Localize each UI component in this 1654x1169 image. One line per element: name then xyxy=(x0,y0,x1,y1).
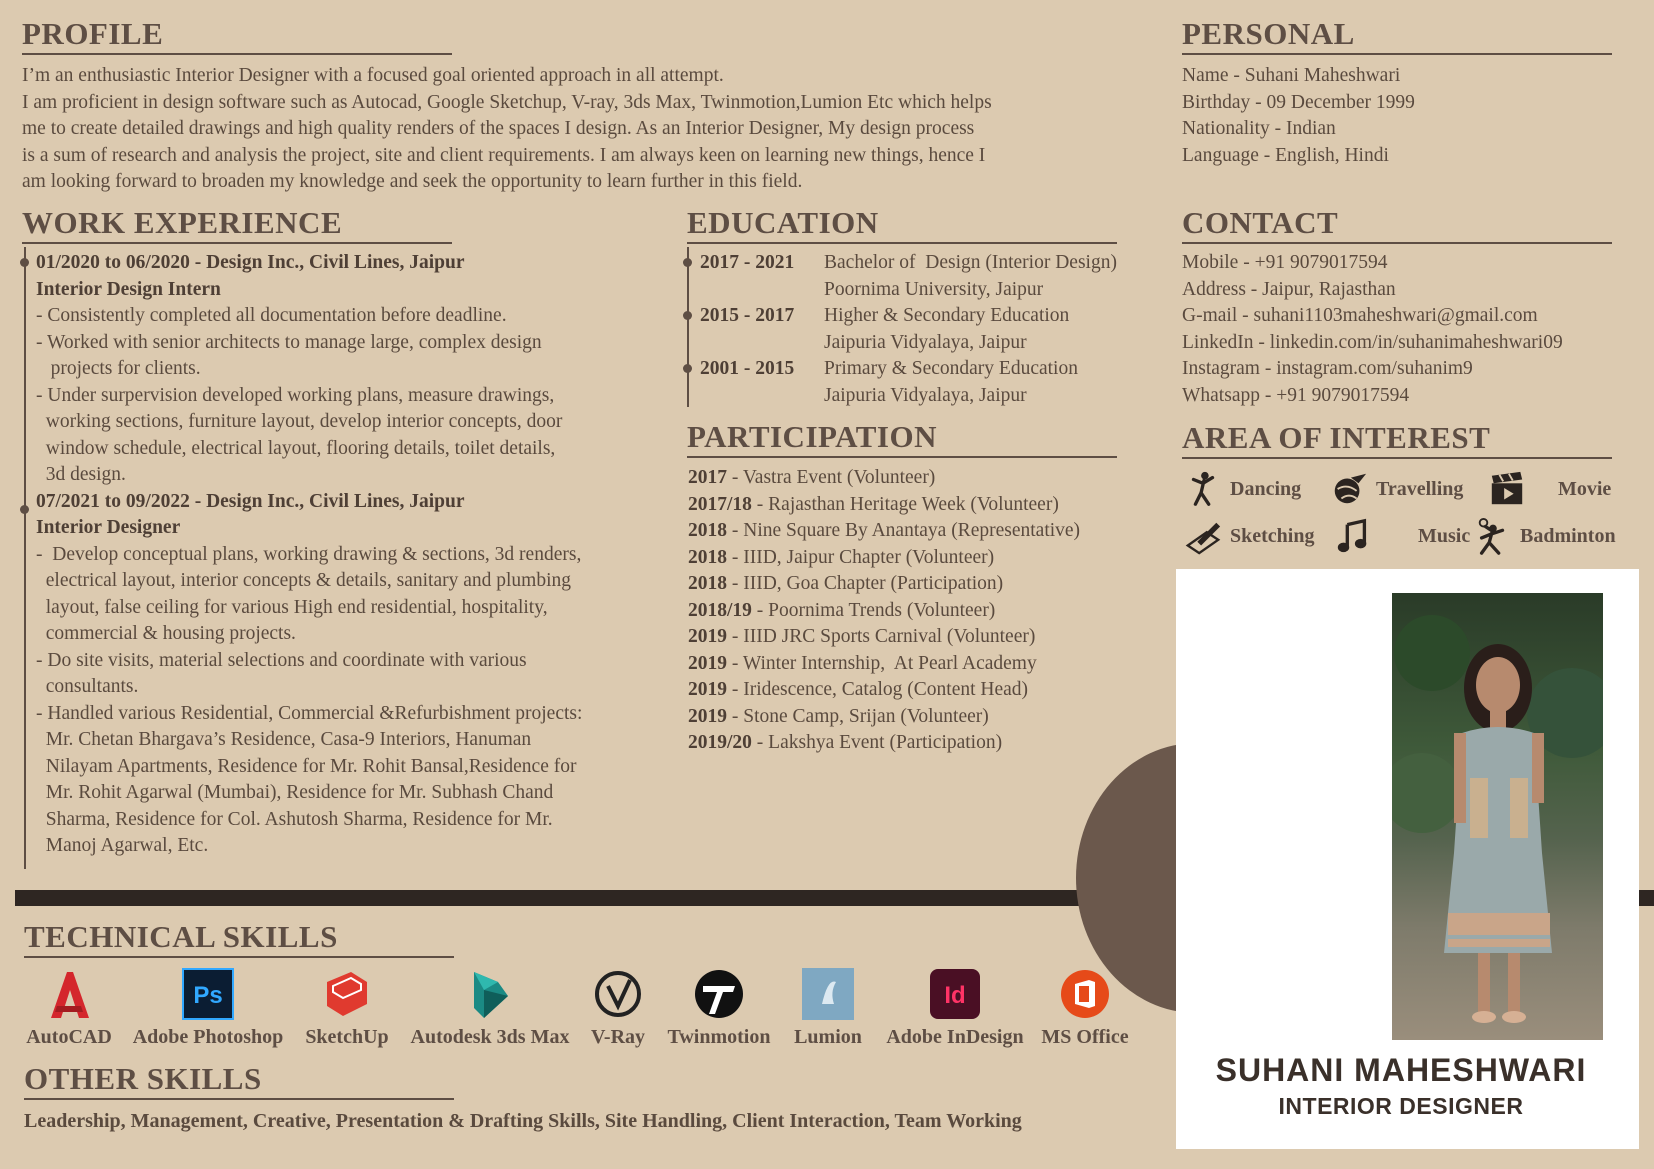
skill-label: MS Office xyxy=(1041,1026,1129,1048)
education-years: 2017 - 2021 xyxy=(700,252,795,273)
vray-icon xyxy=(592,968,644,1020)
personal-name: Name - Suhani Maheshwari xyxy=(1182,65,1401,86)
contact-instagram: Instagram - instagram.com/suhanim9 xyxy=(1182,358,1473,379)
profile-photo xyxy=(1392,593,1603,1040)
interest-label: Movie xyxy=(1558,477,1612,500)
education-years: 2001 - 2015 xyxy=(700,358,795,379)
job-line: Manoj Agarwal, Etc. xyxy=(36,835,209,856)
indesign-icon xyxy=(929,968,981,1020)
job-title: 01/2020 to 06/2020 - Design Inc., Civil Lines, Jaipur xyxy=(36,252,465,273)
job-title: 07/2021 to 09/2022 - Design Inc., Civil Lines, Jaipur xyxy=(36,490,465,512)
job-line: layout, false ceiling for various High end residential, hospitality, xyxy=(36,596,548,618)
skill-label: Adobe Photoshop xyxy=(132,1026,284,1048)
technical-heading: TECHNICAL SKILLS xyxy=(24,921,454,958)
profile-heading: PROFILE xyxy=(22,18,452,55)
3dsmax-icon xyxy=(464,968,516,1020)
participation-item: 2018 - IIID, Goa Chapter (Participation) xyxy=(688,573,1004,594)
education-item xyxy=(700,250,1117,277)
job-line: - Do site visits, material selections and coordinate with various xyxy=(36,649,527,671)
contact-linkedin: LinkedIn - linkedin.com/in/suhanimaheshwari09 xyxy=(1182,331,1563,353)
participation-item: 2018 - IIID, Jaipur Chapter (Volunteer) xyxy=(688,546,995,568)
lumion-icon xyxy=(802,968,854,1020)
participation-item: 2017 - Vastra Event (Volunteer) xyxy=(688,467,936,488)
svg-text:Id: Id xyxy=(944,982,966,1009)
interest-label: Badminton xyxy=(1520,524,1616,547)
profile-line: me to create detailed drawings and high quality renders of the spaces I design. As an Interior Designer, My design process xyxy=(22,118,975,139)
job-line: - Under surpervision developed working plans, measure drawings, xyxy=(36,384,555,406)
contact-email: G-mail - suhani1103maheshwari@gmail.com xyxy=(1182,305,1538,326)
twinmotion-icon xyxy=(693,968,745,1020)
job-line: working sections, furniture layout, develop interior concepts, door xyxy=(36,411,563,432)
svg-text:Ps: Ps xyxy=(193,982,223,1009)
profile-text xyxy=(22,63,1172,196)
interest-travelling xyxy=(1330,470,1463,508)
education-item xyxy=(700,356,1117,383)
education-school: Poornima University, Jaipur xyxy=(824,278,1044,300)
contact-heading: CONTACT xyxy=(1182,207,1612,244)
other-heading: OTHER SKILLS xyxy=(24,1063,454,1100)
badminton-icon xyxy=(1474,517,1512,555)
job-line: Nilayam Apartments, Residence for Mr. Rohit Bansal,Residence for xyxy=(36,755,577,777)
participation-item: 2019 - Iridescence, Catalog (Content Head) xyxy=(688,679,1029,700)
interest-label: Music xyxy=(1418,524,1471,547)
participation-item: 2019 - IIID JRC Sports Carnival (Volunteer) xyxy=(688,626,1036,647)
job-line: electrical layout, interior concepts & details, sanitary and plumbing xyxy=(36,570,572,591)
job-role: Interior Design Intern xyxy=(36,278,221,300)
profile-line: am looking forward to broaden my knowledge and seek the opportunity to learn further in this field. xyxy=(22,171,803,192)
skill-label: AutoCAD xyxy=(26,1026,112,1048)
job-line: 3d design. xyxy=(36,464,126,485)
card-role: INTERIOR DESIGNER xyxy=(1278,1093,1524,1119)
interest-badminton xyxy=(1474,517,1616,555)
job-line: Mr. Chetan Bhargava’s Residence, Casa-9 Interiors, Hanuman xyxy=(36,729,532,750)
skill-indesign xyxy=(880,968,1030,1049)
person-illustration xyxy=(1392,593,1603,1040)
participation-item: 2019/20 - Lakshya Event (Participation) xyxy=(688,732,1003,753)
other-skills-text: Leadership, Management, Creative, Presentation & Drafting Skills, Site Handling, Client Interaction, Team Working xyxy=(24,1110,1022,1132)
timeline-dot xyxy=(683,258,692,267)
job-line: Sharma, Residence for Col. Ashutosh Sharma, Residence for Mr. xyxy=(36,808,553,830)
skill-label: Lumion xyxy=(794,1026,862,1048)
contact-address: Address - Jaipur, Rajasthan xyxy=(1182,278,1396,300)
skill-3dsmax xyxy=(406,968,574,1049)
interest-movie xyxy=(1488,470,1611,508)
travelling-icon xyxy=(1330,470,1368,508)
job-line: - Consistently completed all documentation before deadline. xyxy=(36,305,507,326)
education-school: Jaipuria Vidyalaya, Jaipur xyxy=(824,331,1027,353)
autocad-icon xyxy=(43,968,95,1020)
work-heading: WORK EXPERIENCE xyxy=(22,207,452,244)
participation-list xyxy=(688,465,1080,757)
participation-item: 2019 - Stone Camp, Srijan (Volunteer) xyxy=(688,705,989,727)
participation-item: 2019 - Winter Internship, At Pearl Academy xyxy=(688,652,1037,674)
job-role: Interior Designer xyxy=(36,517,181,538)
participation-item: 2018/19 - Poornima Trends (Volunteer) xyxy=(688,599,996,621)
timeline-dot xyxy=(683,364,692,373)
personal-heading: PERSONAL xyxy=(1182,18,1612,55)
movie-icon xyxy=(1488,470,1526,508)
job-line: commercial & housing projects. xyxy=(36,623,296,644)
skill-msoffice xyxy=(1040,968,1130,1049)
education-degree: Higher & Secondary Education xyxy=(824,305,1070,326)
interest-sketching xyxy=(1184,517,1314,555)
profile-line: I’m an enthusiastic Interior Designer with a focused goal oriented approach in all attempt. xyxy=(22,65,724,86)
timeline-dot xyxy=(20,258,29,267)
contact-whatsapp: Whatsapp - +91 9079017594 xyxy=(1182,384,1410,406)
interest-label: Travelling xyxy=(1376,477,1464,500)
interest-dancing xyxy=(1184,470,1301,508)
education-timeline xyxy=(687,247,689,407)
work-list xyxy=(36,250,686,860)
personal-language: Language - English, Hindi xyxy=(1182,144,1389,166)
skill-photoshop xyxy=(128,968,288,1049)
interest-label: Sketching xyxy=(1230,524,1315,547)
skill-label: V-Ray xyxy=(590,1026,646,1048)
job-line: window schedule, electrical layout, flooring details, toilet details, xyxy=(36,437,556,459)
participation-heading: PARTICIPATION xyxy=(687,421,1117,458)
contact-mobile: Mobile - +91 9079017594 xyxy=(1182,252,1388,273)
job-line: - Worked with senior architects to manage large, complex design xyxy=(36,331,542,353)
participation-item: 2018 - Nine Square By Anantaya (Representative) xyxy=(688,520,1081,541)
job-line: - Handled various Residential, Commercial &Refurbishment projects: xyxy=(36,702,583,724)
skill-lumion xyxy=(790,968,866,1049)
job-line: - Develop conceptual plans, working drawing & sections, 3d renders, xyxy=(36,543,582,565)
skill-label: Twinmotion xyxy=(667,1026,771,1048)
interest-heading: AREA OF INTEREST xyxy=(1182,422,1612,459)
photoshop-icon xyxy=(182,968,234,1020)
participation-item: 2017/18 - Rajasthan Heritage Week (Volunteer) xyxy=(688,493,1059,515)
contact-list xyxy=(1182,250,1563,409)
work-timeline xyxy=(24,247,26,869)
education-list xyxy=(700,250,1117,409)
education-degree: Bachelor of Design (Interior Design) xyxy=(824,252,1117,273)
skill-label: Autodesk 3ds Max xyxy=(410,1026,570,1048)
interest-music xyxy=(1334,517,1470,555)
music-icon xyxy=(1334,517,1372,555)
sketching-icon xyxy=(1184,517,1222,555)
personal-birthday: Birthday - 09 December 1999 xyxy=(1182,91,1415,113)
education-item xyxy=(700,303,1117,330)
skill-twinmotion xyxy=(664,968,774,1049)
job-line: consultants. xyxy=(36,676,139,697)
education-years: 2015 - 2017 xyxy=(700,305,795,326)
sketchup-icon xyxy=(321,968,373,1020)
timeline-dot xyxy=(683,311,692,320)
interest-label: Dancing xyxy=(1230,477,1302,500)
skill-label: Adobe InDesign xyxy=(886,1026,1024,1048)
msoffice-icon xyxy=(1059,968,1111,1020)
timeline-dot xyxy=(20,505,29,514)
job-line: projects for clients. xyxy=(36,358,201,379)
skill-autocad xyxy=(24,968,114,1049)
dancing-icon xyxy=(1184,470,1222,508)
skill-label: SketchUp xyxy=(305,1026,389,1048)
card-name: SUHANI MAHESHWARI xyxy=(1215,1052,1587,1088)
education-school: Jaipuria Vidyalaya, Jaipur xyxy=(824,384,1027,406)
personal-list xyxy=(1182,63,1415,169)
education-heading: EDUCATION xyxy=(687,207,1117,244)
job-line: Mr. Rohit Agarwal (Mumbai), Residence for Mr. Subhash Chand xyxy=(36,782,554,803)
profile-line: I am proficient in design software such as Autocad, Google Sketchup, V-ray, 3ds Max, Twinmotion,Lumion Etc which helps xyxy=(22,91,992,113)
skill-sketchup xyxy=(302,968,392,1049)
education-degree: Primary & Secondary Education xyxy=(824,358,1078,379)
profile-line: is a sum of research and analysis the project, site and client requirements. I am always keen on learning new things, hence I xyxy=(22,144,986,166)
skill-vray xyxy=(588,968,648,1049)
personal-nationality: Nationality - Indian xyxy=(1182,118,1336,139)
